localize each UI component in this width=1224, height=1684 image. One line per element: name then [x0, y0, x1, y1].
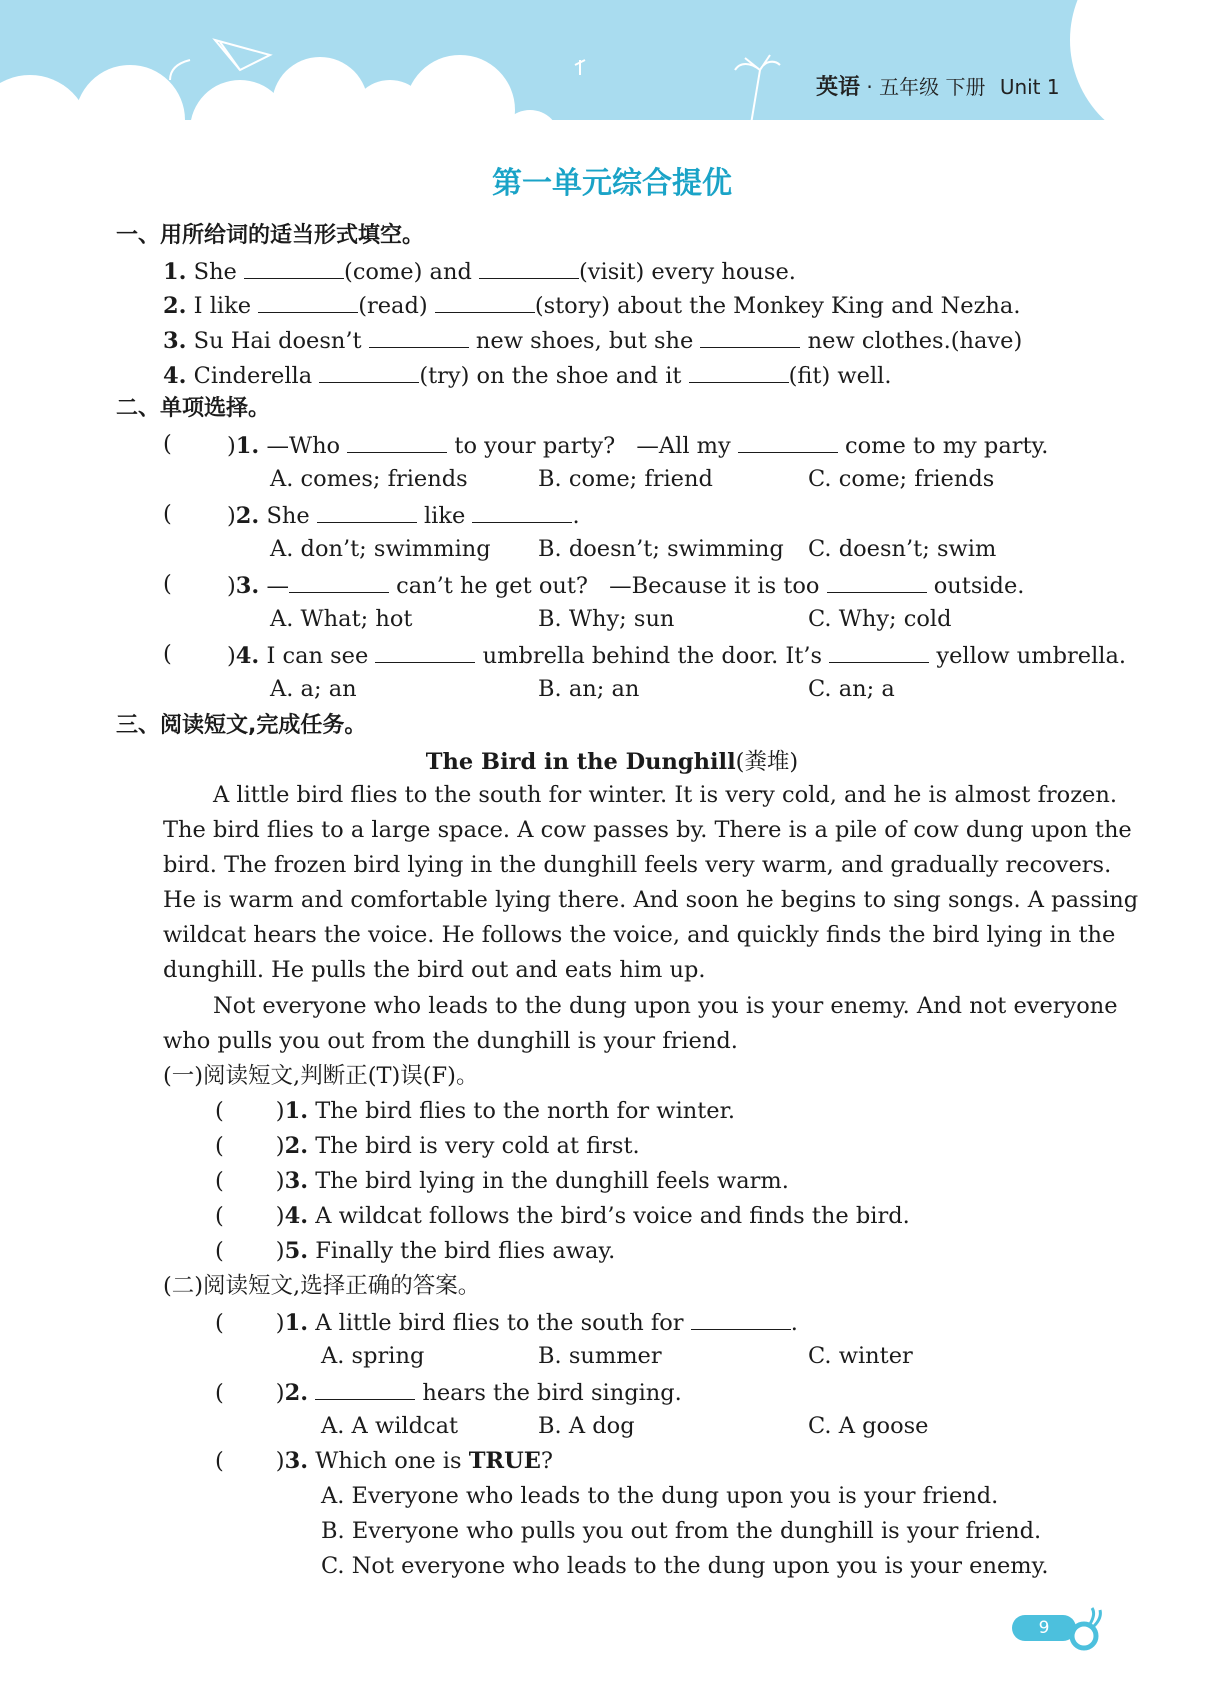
- header-unit: Unit 1: [999, 75, 1060, 99]
- paragraph-line: The bird flies to a large space. A cow passes by. There is a pile of cow dung upon the: [163, 817, 1132, 843]
- answer-blank[interactable]: [689, 358, 789, 383]
- question-text: —Who: [266, 433, 341, 459]
- question-number: 1.: [163, 259, 187, 285]
- question-text: I can see: [266, 643, 369, 669]
- answer-blank[interactable]: [258, 288, 358, 313]
- question-text: —All my: [636, 433, 731, 459]
- answer-paren[interactable]: (: [215, 1448, 224, 1474]
- question-text: .: [790, 1310, 798, 1336]
- part2-heading: (二)阅读短文,选择正确的答案。: [163, 1273, 481, 1299]
- question-emphasis: TRUE: [468, 1448, 541, 1474]
- answer-paren[interactable]: (: [163, 641, 172, 667]
- s2-q2-option-b[interactable]: B. doesn’t; swimming: [538, 536, 784, 562]
- header-label: [816, 70, 1060, 101]
- s2-q1-option-c[interactable]: C. come; friends: [808, 466, 995, 492]
- question-number: 1.: [235, 433, 260, 459]
- tf-item-4: ( )4. A wildcat follows the bird’s voice and finds the bird.: [215, 1203, 910, 1229]
- s1-question-3: [163, 323, 1022, 355]
- s2-question-3-stem: )3. — can’t he get out? —Because it is too outside.: [227, 568, 1024, 600]
- mc-q1-option-a[interactable]: A. spring: [321, 1343, 425, 1369]
- question-number: 5.: [284, 1238, 309, 1264]
- question-text: A little bird flies to the south for: [315, 1310, 684, 1336]
- s2-q1-option-a[interactable]: A. comes; friends: [270, 466, 468, 492]
- paragraph-line: A little bird flies to the south for winter. It is very cold, and he is almost frozen.: [213, 782, 1118, 808]
- answer-paren[interactable]: (: [163, 501, 172, 527]
- answer-paren[interactable]: (: [163, 431, 172, 457]
- question-text: to your party?: [454, 433, 616, 459]
- question-text: I like: [193, 293, 252, 319]
- question-text: The bird flies to the north for winter.: [315, 1098, 736, 1124]
- s2-q3-option-c[interactable]: C. Why; cold: [808, 606, 952, 632]
- paragraph-line: He is warm and comfortable lying there. And soon he begins to sing songs. A passing: [163, 887, 1139, 913]
- answer-paren[interactable]: (: [215, 1380, 224, 1406]
- mc-q2-option-a[interactable]: A. A wildcat: [321, 1413, 459, 1439]
- question-text: She: [193, 259, 237, 285]
- s2-question-4: [163, 638, 172, 670]
- question-text: can’t he get out?: [396, 573, 588, 599]
- question-number: 2.: [163, 293, 187, 319]
- question-text: (try) on the shoe and it: [419, 363, 682, 389]
- question-text: Which one is: [315, 1448, 462, 1474]
- page-number: 9: [1012, 1615, 1076, 1641]
- section1-heading: 一、用所给词的适当形式填空。: [116, 223, 425, 248]
- question-number: 1.: [284, 1310, 309, 1336]
- section3-heading: 三、阅读短文,完成任务。: [116, 713, 367, 738]
- paragraph-line: dunghill. He pulls the bird out and eats him up.: [163, 957, 706, 983]
- s2-question-4-stem: )4. I can see umbrella behind the door. It’s yellow umbrella.: [227, 638, 1126, 670]
- question-text: (visit) every house.: [579, 259, 796, 285]
- answer-blank[interactable]: [738, 428, 838, 453]
- mc-q3-option-a[interactable]: A. Everyone who leads to the dung upon you is your friend.: [321, 1483, 999, 1509]
- question-text: yellow umbrella.: [936, 643, 1127, 669]
- answer-blank[interactable]: [369, 323, 469, 348]
- tf-item-1: ( )1. The bird flies to the north for winter.: [215, 1098, 736, 1124]
- question-text: new shoes, but she: [475, 328, 694, 354]
- question-text: .: [572, 503, 580, 529]
- answer-blank[interactable]: [319, 358, 419, 383]
- question-text: —Because it is too: [609, 573, 820, 599]
- question-text: (come) and: [344, 259, 472, 285]
- paragraph-line: Not everyone who leads to the dung upon you is your enemy. And not everyone: [213, 993, 1118, 1019]
- question-text: hears the bird singing.: [422, 1380, 682, 1406]
- answer-blank[interactable]: [347, 428, 447, 453]
- mc-q2-option-b[interactable]: B. A dog: [538, 1413, 635, 1439]
- story-title: [0, 744, 1224, 776]
- section2-heading: 二、单项选择。: [116, 396, 271, 421]
- story-title-cn: (粪堆): [735, 749, 799, 775]
- s2-question-1-stem: )1. —Who to your party? —All my come to my party.: [227, 428, 1048, 460]
- tf-item-2: ( )2. The bird is very cold at first.: [215, 1133, 640, 1159]
- question-text: —: [266, 573, 289, 599]
- mc-question-2: ( )2. hears the bird singing.: [215, 1375, 682, 1407]
- question-number: 3.: [163, 328, 187, 354]
- story-title-en: The Bird in the Dunghill: [425, 749, 736, 775]
- question-text: The bird lying in the dunghill feels warm.: [315, 1168, 789, 1194]
- question-text: outside.: [933, 573, 1025, 599]
- question-text: (story) about the Monkey King and Nezha.: [534, 293, 1021, 319]
- header-term: 下册: [945, 75, 986, 99]
- paragraph-line: who pulls you out from the dunghill is your friend.: [163, 1028, 738, 1054]
- answer-paren[interactable]: (: [215, 1310, 224, 1336]
- answer-paren[interactable]: (: [215, 1168, 224, 1194]
- mc-q3-option-c[interactable]: C. Not everyone who leads to the dung upon you is your enemy.: [321, 1553, 1049, 1579]
- s2-q4-option-c[interactable]: C. an; a: [808, 676, 895, 702]
- question-number: 1.: [284, 1098, 309, 1124]
- question-number: 4.: [284, 1203, 309, 1229]
- question-number: 4.: [235, 643, 260, 669]
- s2-q2-option-a[interactable]: A. don’t; swimming: [270, 536, 491, 562]
- swirl-icon: [1068, 1606, 1108, 1656]
- s2-question-2: [163, 498, 172, 530]
- question-text: (fit) well.: [788, 363, 892, 389]
- s2-q2-option-c[interactable]: C. doesn’t; swim: [808, 536, 997, 562]
- question-text: Su Hai doesn’t: [193, 328, 362, 354]
- question-number: 2.: [284, 1380, 309, 1406]
- question-text: She: [266, 503, 310, 529]
- question-text: umbrella behind the door. It’s: [482, 643, 823, 669]
- answer-paren[interactable]: (: [163, 571, 172, 597]
- header-grade: 五年级: [879, 75, 940, 99]
- answer-blank[interactable]: [829, 638, 929, 663]
- page-title: 第一单元综合提优: [492, 166, 732, 201]
- question-text: new clothes.(have): [807, 328, 1023, 354]
- s2-q1-option-b[interactable]: B. come; friend: [538, 466, 713, 492]
- question-text: Finally the bird flies away.: [315, 1238, 616, 1264]
- mc-q3-option-b[interactable]: B. Everyone who pulls you out from the dunghill is your friend.: [321, 1518, 1042, 1544]
- page-number-badge: [1010, 1606, 1110, 1656]
- answer-blank[interactable]: [315, 1375, 415, 1400]
- header-dot: ·: [866, 75, 873, 99]
- mc-q1-option-b[interactable]: B. summer: [538, 1343, 662, 1369]
- paragraph-line: bird. The frozen bird lying in the dunghill feels very warm, and gradually recovers.: [163, 852, 1112, 878]
- answer-blank[interactable]: [472, 498, 572, 523]
- tf-item-5: ( )5. Finally the bird flies away.: [215, 1238, 616, 1264]
- mc-question-3: ( )3. Which one is TRUE?: [215, 1448, 553, 1474]
- paragraph-line: wildcat hears the voice. He follows the voice, and quickly finds the bird lying in the: [163, 922, 1116, 948]
- mc-q1-option-c[interactable]: C. winter: [808, 1343, 913, 1369]
- answer-paren[interactable]: (: [215, 1098, 224, 1124]
- question-number: 3.: [284, 1168, 309, 1194]
- s2-question-1: [163, 428, 172, 460]
- question-text: ?: [540, 1448, 553, 1474]
- s1-question-2: [163, 288, 1021, 320]
- question-text: (read): [358, 293, 428, 319]
- question-number: 2.: [284, 1133, 309, 1159]
- question-text: The bird is very cold at first.: [315, 1133, 640, 1159]
- answer-blank[interactable]: [827, 568, 927, 593]
- answer-paren[interactable]: (: [215, 1203, 224, 1229]
- s2-q3-option-a[interactable]: A. What; hot: [270, 606, 413, 632]
- answer-blank[interactable]: [479, 254, 579, 279]
- s2-q3-option-b[interactable]: B. Why; sun: [538, 606, 675, 632]
- tf-item-3: ( )3. The bird lying in the dunghill feels warm.: [215, 1168, 789, 1194]
- answer-paren[interactable]: (: [215, 1133, 224, 1159]
- question-text: come to my party.: [845, 433, 1049, 459]
- s2-q4-option-a[interactable]: A. a; an: [270, 676, 357, 702]
- s2-q4-option-b[interactable]: B. an; an: [538, 676, 640, 702]
- answer-blank[interactable]: [375, 638, 475, 663]
- question-number: 2.: [235, 503, 260, 529]
- question-number: 3.: [284, 1448, 309, 1474]
- question-text: Cinderella: [193, 363, 313, 389]
- mc-q2-option-c[interactable]: C. A goose: [808, 1413, 929, 1439]
- answer-paren[interactable]: (: [215, 1238, 224, 1264]
- answer-blank[interactable]: [317, 498, 417, 523]
- s2-question-2-stem: )2. She like .: [227, 498, 580, 530]
- s1-question-1: [163, 254, 796, 286]
- question-number: 3.: [235, 573, 260, 599]
- question-text: like: [423, 503, 466, 529]
- question-number: 4.: [163, 363, 187, 389]
- answer-blank[interactable]: [435, 288, 535, 313]
- question-text: A wildcat follows the bird’s voice and finds the bird.: [315, 1203, 910, 1229]
- answer-blank[interactable]: [244, 254, 344, 279]
- s1-question-4: [163, 358, 892, 390]
- part1-heading: (一)阅读短文,判断正(T)误(F)。: [163, 1063, 479, 1089]
- answer-blank[interactable]: [289, 568, 389, 593]
- answer-blank[interactable]: [700, 323, 800, 348]
- s2-question-3: [163, 568, 172, 600]
- mc-question-1: ( )1. A little bird flies to the south for .: [215, 1305, 798, 1337]
- header-subject: 英语: [816, 75, 861, 100]
- answer-blank[interactable]: [691, 1305, 791, 1330]
